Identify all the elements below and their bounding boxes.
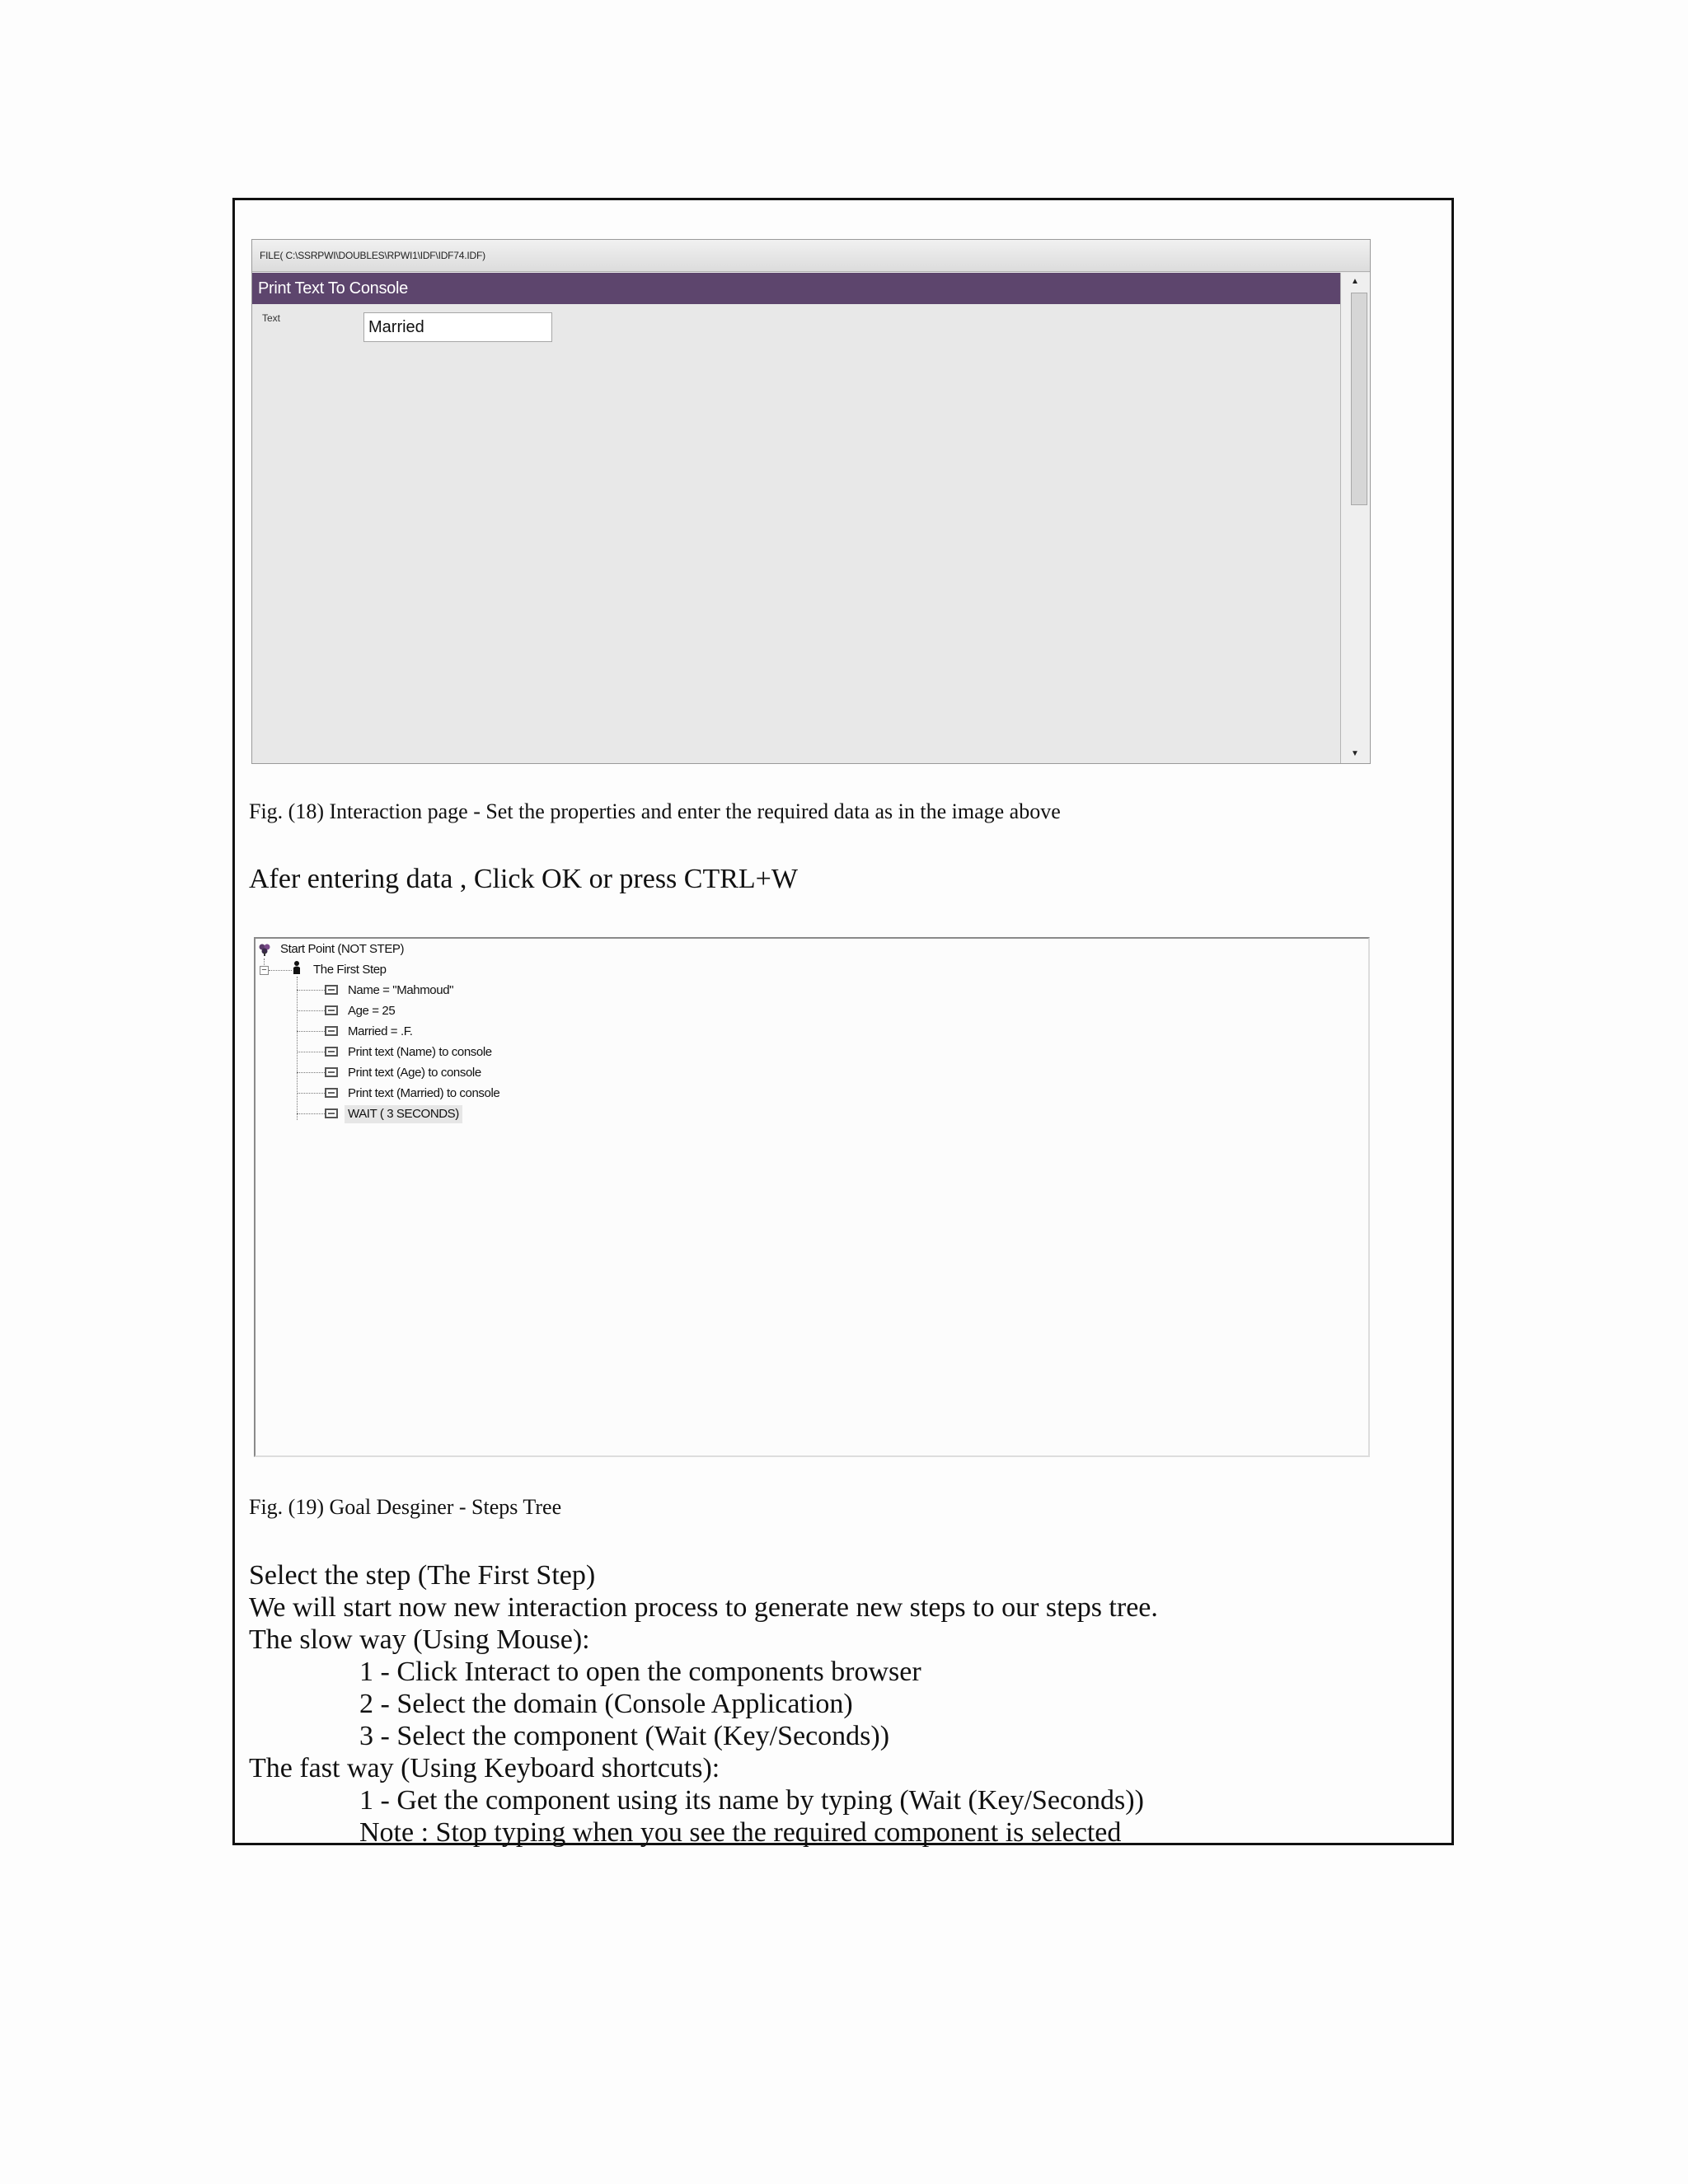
interaction-page-screenshot bbox=[251, 239, 1371, 764]
tree-child-node[interactable]: Print text (Married) to console bbox=[348, 1086, 500, 1100]
action-block-icon bbox=[325, 985, 338, 995]
body-line: 1 - Get the component using its name by typing (Wait (Key/Seconds)) bbox=[359, 1785, 1144, 1816]
tree-step-node[interactable]: The First Step bbox=[313, 963, 387, 977]
text-field-label: Text bbox=[262, 312, 281, 324]
panel-title: Print Text To Console bbox=[252, 273, 1340, 304]
scroll-up-arrow-icon[interactable]: ▲ bbox=[1351, 277, 1359, 286]
text-input[interactable]: Married bbox=[363, 312, 552, 342]
form-area bbox=[252, 304, 1340, 763]
body-line: We will start now new interaction process to generate new steps to our steps tree. bbox=[249, 1592, 1158, 1623]
tree-connector bbox=[297, 990, 326, 991]
scroll-down-arrow-icon[interactable]: ▼ bbox=[1351, 749, 1359, 758]
instruction-text: Afer entering data , Click OK or press CTRL+W bbox=[249, 864, 798, 894]
tree-connector bbox=[297, 1031, 326, 1032]
tree-child-node[interactable]: Print text (Age) to console bbox=[348, 1066, 481, 1080]
body-line: 2 - Select the domain (Console Application) bbox=[359, 1689, 853, 1719]
collapse-icon[interactable]: − bbox=[260, 966, 269, 975]
step-person-icon bbox=[292, 960, 302, 975]
file-path-bar: FILE( C:\SSRPWI\DOUBLES\RPWI1\IDF\IDF74.IDF) bbox=[252, 240, 1370, 272]
figure-18-caption: Fig. (18) Interaction page - Set the properties and enter the required data as in the image above bbox=[249, 799, 1061, 823]
tree-connector bbox=[297, 977, 298, 1120]
action-block-icon bbox=[325, 1108, 338, 1118]
action-block-icon bbox=[325, 1067, 338, 1077]
scrollbar-thumb[interactable] bbox=[1351, 293, 1367, 505]
tree-connector bbox=[297, 1010, 326, 1011]
start-point-icon bbox=[258, 943, 271, 956]
tree-connector bbox=[297, 1093, 326, 1094]
body-text bbox=[249, 1559, 1158, 1849]
body-line: 3 - Select the component (Wait (Key/Seconds)) bbox=[359, 1721, 890, 1751]
tree-child-node[interactable]: Age = 25 bbox=[348, 1004, 396, 1018]
tree-child-node[interactable]: Married = .F. bbox=[348, 1024, 413, 1038]
steps-tree-screenshot bbox=[254, 937, 1370, 1457]
tree-child-node[interactable]: Print text (Name) to console bbox=[348, 1045, 492, 1059]
tree-connector bbox=[269, 970, 292, 971]
figure-19-caption: Fig. (19) Goal Desginer - Steps Tree bbox=[249, 1495, 562, 1519]
tree-child-node[interactable]: Name = "Mahmoud" bbox=[348, 983, 454, 997]
action-block-icon bbox=[325, 1088, 338, 1098]
body-line: Note : Stop typing when you see the required component is selected bbox=[359, 1817, 1122, 1848]
body-line: Select the step (The First Step) bbox=[249, 1560, 596, 1591]
tree-connector bbox=[297, 1113, 326, 1114]
body-line: The slow way (Using Mouse): bbox=[249, 1624, 590, 1655]
body-line: The fast way (Using Keyboard shortcuts): bbox=[249, 1753, 720, 1783]
action-block-icon bbox=[325, 1005, 338, 1015]
tree-root-node[interactable]: Start Point (NOT STEP) bbox=[280, 942, 405, 956]
body-line: 1 - Click Interact to open the components browser bbox=[359, 1657, 921, 1687]
action-block-icon bbox=[325, 1026, 338, 1036]
vertical-scrollbar[interactable] bbox=[1340, 273, 1370, 763]
action-block-icon bbox=[325, 1047, 338, 1057]
tree-child-node-selected[interactable]: WAIT ( 3 SECONDS) bbox=[345, 1105, 462, 1123]
tree-connector bbox=[297, 1072, 326, 1073]
